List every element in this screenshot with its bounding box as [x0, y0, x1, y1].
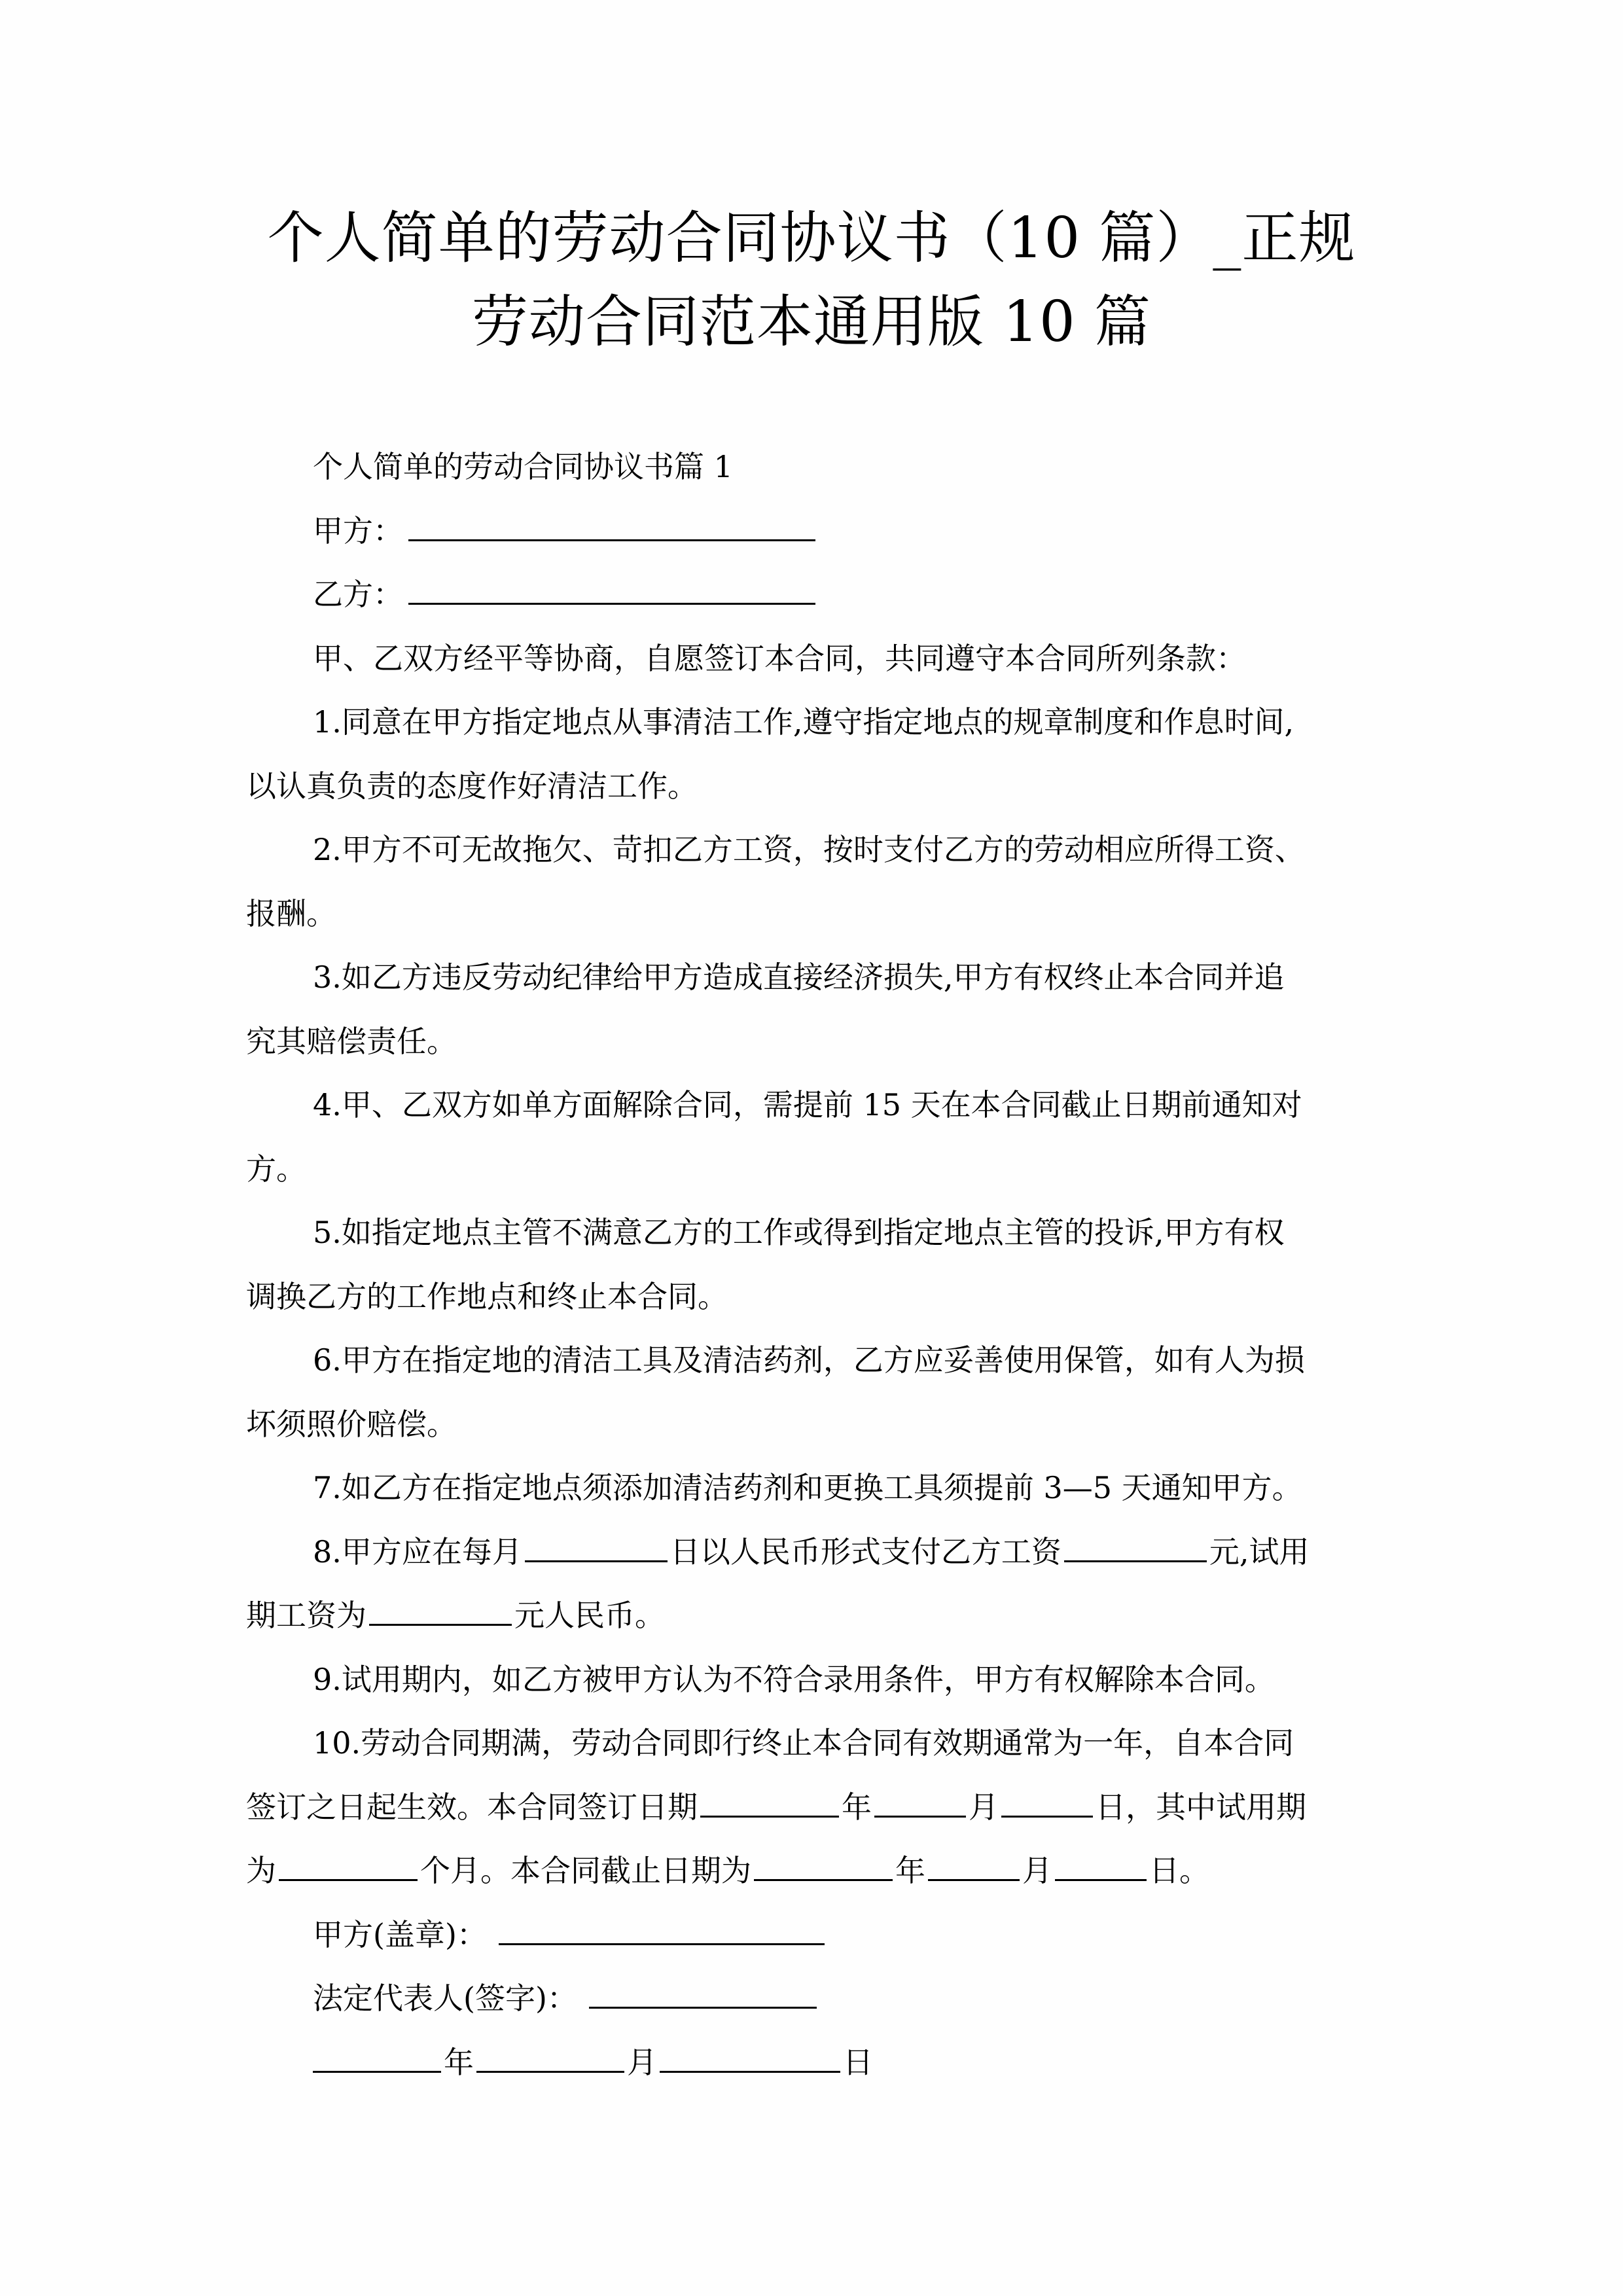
end-month-blank[interactable] [928, 1849, 1020, 1881]
party-b-label: 乙方： [313, 577, 403, 612]
clause-7: 7.如乙方在指定地点须添加清洁药剂和更换工具须提前 3—5 天通知甲方。 [313, 1470, 1302, 1505]
clause-1: 1.同意在甲方指定地点从事清洁工作,遵守指定地点的规章制度和作息时间, 以认真负责的态度作好清洁工作。 [246, 704, 1294, 804]
title-line-1: 个人简单的劳动合同协议书（10 篇）_正规 [267, 206, 1356, 271]
end-year-blank[interactable] [754, 1849, 893, 1881]
end-day-blank[interactable] [1055, 1849, 1147, 1881]
party-a-blank[interactable] [408, 509, 815, 541]
clause-9: 9.试用期内，如乙方被甲方认为不符合录用条件，甲方有权解除本合同。 [313, 1661, 1275, 1697]
section-heading: 个人简单的劳动合同协议书篇 1 [313, 449, 733, 484]
signature-date-line: 年 月 日 [246, 2031, 1385, 2095]
party-b-line [246, 563, 1385, 627]
clause-4: 4.甲、乙双方如单方面解除合同，需提前 15 天在本合同截止日期前通知对 方。 [246, 1087, 1302, 1187]
clause-6: 6.甲方在指定地的清洁工具及清洁药剂，乙方应妥善使用保管，如有人为损 坏须照价赔偿。 [246, 1342, 1305, 1442]
probation-months-blank[interactable] [279, 1849, 418, 1881]
clause-8: 8.甲方应在每月 日以人民币形式支付乙方工资 元,试用 期工资为 元人民币。 [246, 1520, 1385, 1648]
salary-blank[interactable] [1064, 1530, 1207, 1562]
clause-5: 5.如指定地点主管不满意乙方的工作或得到指定地点主管的投诉,甲方有权 调换乙方的工作地点和终止本合同。 [246, 1215, 1285, 1314]
party-a-seal-line [246, 1903, 1385, 1967]
party-a-label: 甲方： [313, 512, 403, 548]
party-a-seal-blank[interactable] [499, 1913, 825, 1945]
clause-2: 2.甲方不可无故拖欠、苛扣乙方工资，按时支付乙方的劳动相应所得工资、 报酬。 [246, 832, 1305, 931]
sig-month-blank[interactable] [476, 2041, 624, 2073]
preamble: 甲、乙双方经平等协商，自愿签订本合同，共同遵守本合同所列条款： [313, 640, 1246, 676]
party-b-blank[interactable] [408, 573, 815, 605]
sign-month-blank[interactable] [874, 1785, 966, 1818]
document-body [246, 435, 1385, 2094]
sig-day-blank[interactable] [660, 2041, 840, 2073]
clause-3: 3.如乙方违反劳动纪律给甲方造成直接经济损失,甲方有权终止本合同并追 究其赔偿责任。 [246, 960, 1285, 1059]
pay-day-blank[interactable] [525, 1530, 668, 1562]
sign-year-blank[interactable] [700, 1785, 839, 1818]
document-title [196, 196, 1427, 364]
party-a-line [246, 499, 1385, 564]
party-a-seal-label: 甲方(盖章)： [313, 1916, 487, 1952]
clause-10: 10.劳动合同期满，劳动合同即行终止本合同有效期通常为一年，自本合同 签订之日起生效。本合同签订日期 年 月 日，其中试用期 为 个月。本合同截止日期为 年 月 日。 [246, 1725, 1306, 1888]
legal-rep-line [246, 1967, 1385, 2031]
title-line-2: 劳动合同范本通用版 10 篇 [471, 289, 1152, 355]
probation-salary-blank[interactable] [369, 1594, 512, 1626]
legal-rep-blank[interactable] [589, 1977, 817, 2009]
sig-year-blank[interactable] [313, 2041, 441, 2073]
sign-day-blank[interactable] [1001, 1785, 1093, 1818]
legal-rep-label: 法定代表人(签字)： [313, 1981, 577, 2016]
